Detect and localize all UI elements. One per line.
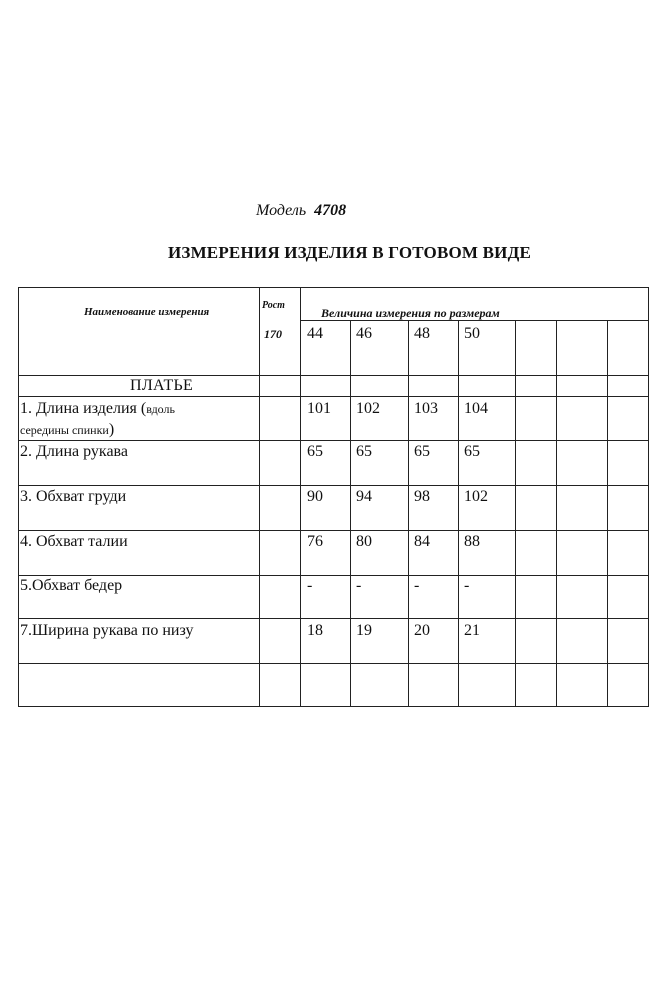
page-title-text: ИЗМЕРЕНИЯ ИЗДЕЛИЯ В ГОТОВОМ ВИДЕ <box>167 243 532 262</box>
header-rost-label: Рост <box>262 300 285 311</box>
col-line <box>458 320 459 707</box>
row-name <box>20 400 175 418</box>
row-value: - <box>307 577 313 594</box>
row-value: 102 <box>356 400 380 417</box>
size-header: 48 <box>414 325 430 342</box>
row-value: 94 <box>356 488 372 505</box>
row-name-note-2: середины спинки <box>20 423 109 437</box>
row-value: 18 <box>307 622 323 639</box>
row-line <box>18 485 649 486</box>
col-line <box>607 320 608 707</box>
row-line <box>18 396 649 397</box>
row-value: 65 <box>464 443 480 460</box>
row-name: 2. Длина рукава <box>20 443 128 460</box>
row-value: 65 <box>414 443 430 460</box>
col-line <box>259 287 260 707</box>
row-value: 20 <box>414 622 430 639</box>
measurements-table <box>18 287 649 707</box>
row-value: - <box>414 577 420 594</box>
col-line <box>408 320 409 707</box>
row-value: 65 <box>307 443 323 460</box>
row-value: 102 <box>464 488 488 505</box>
row-name: 5.Обхват бедер <box>20 577 123 594</box>
row-value: - <box>464 577 470 594</box>
header-rost-value: 170 <box>264 327 282 341</box>
header-sizes-label: Величина измерения по размерам <box>321 306 500 320</box>
table-border-right <box>648 287 649 707</box>
row-name: 4. Обхват талии <box>20 533 128 550</box>
page-title <box>0 243 667 263</box>
header-name: Наименование измерения <box>84 306 210 318</box>
row-name: 7.Ширина рукава по низу <box>20 622 194 639</box>
model-line <box>256 202 346 220</box>
row-line <box>18 440 649 441</box>
size-header: 44 <box>307 325 323 342</box>
table-border-bottom <box>18 706 649 707</box>
row-value: - <box>356 577 362 594</box>
row-name-text: 1. Длина изделия ( <box>20 400 147 417</box>
row-name-close: ) <box>108 421 115 438</box>
row-line <box>18 663 649 664</box>
row-value: 90 <box>307 488 323 505</box>
col-line <box>515 320 516 707</box>
table-border-left <box>18 287 19 707</box>
row-value: 84 <box>414 533 430 550</box>
row-value: 76 <box>307 533 323 550</box>
row-value: 98 <box>414 488 430 505</box>
col-line <box>300 287 301 707</box>
row-value: 80 <box>356 533 372 550</box>
row-value: 65 <box>356 443 372 460</box>
size-header: 46 <box>356 325 372 342</box>
row-value: 88 <box>464 533 480 550</box>
row-value: 104 <box>464 400 488 417</box>
row-line <box>18 530 649 531</box>
row-line <box>18 575 649 576</box>
row-name: 3. Обхват груди <box>20 488 127 505</box>
row-value: 101 <box>307 400 331 417</box>
row-name-line2 <box>20 421 114 439</box>
row-value: 19 <box>356 622 372 639</box>
col-line <box>350 320 351 707</box>
size-header: 50 <box>464 325 480 342</box>
col-line <box>556 320 557 707</box>
model-label: Модель <box>256 202 307 219</box>
section-title: ПЛАТЬЕ <box>130 377 194 394</box>
row-line <box>18 618 649 619</box>
row-value: 21 <box>464 622 480 639</box>
model-number: 4708 <box>314 202 347 219</box>
row-line <box>18 375 649 376</box>
row-name-note: вдоль <box>146 402 175 416</box>
table-border-top <box>18 287 649 288</box>
row-value: 103 <box>414 400 438 417</box>
